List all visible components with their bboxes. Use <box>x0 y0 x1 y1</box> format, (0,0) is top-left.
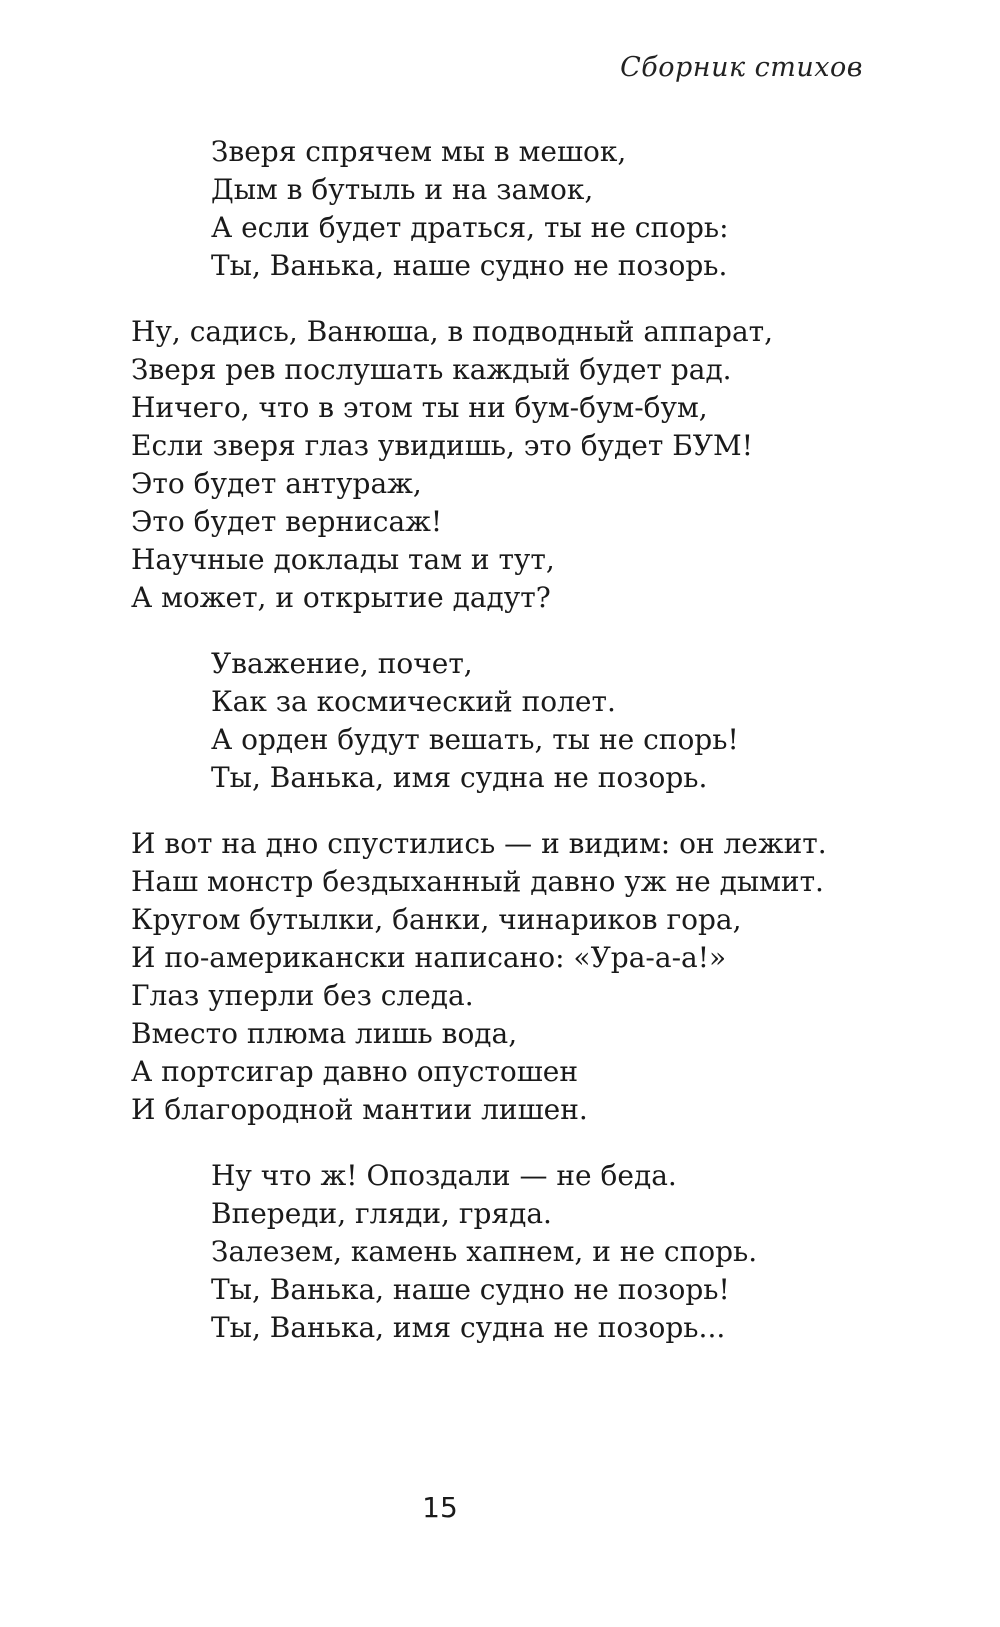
poem-line: Зверя спрячем мы в мешок, <box>211 135 627 168</box>
stanza-2 <box>131 313 891 617</box>
poem-line: Впереди, гляди, гряда. <box>211 1197 552 1230</box>
poem-line: А орден будут вешать, ты не спорь! <box>211 723 739 756</box>
poem-line: Ты, Ванька, наше судно не позорь! <box>211 1273 730 1306</box>
poem-line: А портсигар давно опустошен <box>131 1055 578 1088</box>
poem-line: Ты, Ванька, имя судна не позорь. <box>211 761 708 794</box>
poem-line: Ничего, что в этом ты ни бум-бум-бум, <box>131 391 708 424</box>
poem-line: Вместо плюма лишь вода, <box>131 1017 518 1050</box>
poem-line: Наш монстр бездыханный давно уж не дымит. <box>131 865 824 898</box>
page-number: 15 <box>422 1491 458 1524</box>
poem <box>131 133 891 1347</box>
stanza-4 <box>131 825 891 1129</box>
poem-line: А если будет драться, ты не спорь: <box>211 211 729 244</box>
poem-line: Ты, Ванька, имя судна не позорь... <box>211 1311 726 1344</box>
poem-line: Кругом бутылки, банки, чинариков гора, <box>131 903 742 936</box>
poem-line: И по-американски написано: «Ура-а-а!» <box>131 941 727 974</box>
poem-line: Научные доклады там и тут, <box>131 543 555 576</box>
poem-line: Залезем, камень хапнем, и не спорь. <box>211 1235 758 1268</box>
stanza-3 <box>131 645 891 797</box>
running-header: Сборник стихов <box>620 52 863 83</box>
poem-line: Как за космический полет. <box>211 685 616 718</box>
poem-line: Ты, Ванька, наше судно не позорь. <box>211 249 728 282</box>
stanza-5 <box>131 1157 891 1347</box>
poem-line: А может, и открытие дадут? <box>131 581 551 614</box>
poem-line: И благородной мантии лишен. <box>131 1093 588 1126</box>
poem-line: Глаз уперли без следа. <box>131 979 474 1012</box>
poem-line: Уважение, почет, <box>211 647 473 680</box>
poem-line: Если зверя глаз увидишь, это будет БУМ! <box>131 429 753 462</box>
poem-line: Ну что ж! Опоздали — не беда. <box>211 1159 677 1192</box>
poem-line: Дым в бутыль и на замок, <box>211 173 594 206</box>
poem-line: Это будет антураж, <box>131 467 422 500</box>
poem-line: Ну, садись, Ванюша, в подводный аппарат, <box>131 315 774 348</box>
poem-line: И вот на дно спустились — и видим: он лежит. <box>131 827 827 860</box>
poem-line: Зверя рев послушать каждый будет рад. <box>131 353 732 386</box>
stanza-1 <box>131 133 891 285</box>
poem-line: Это будет вернисаж! <box>131 505 443 538</box>
